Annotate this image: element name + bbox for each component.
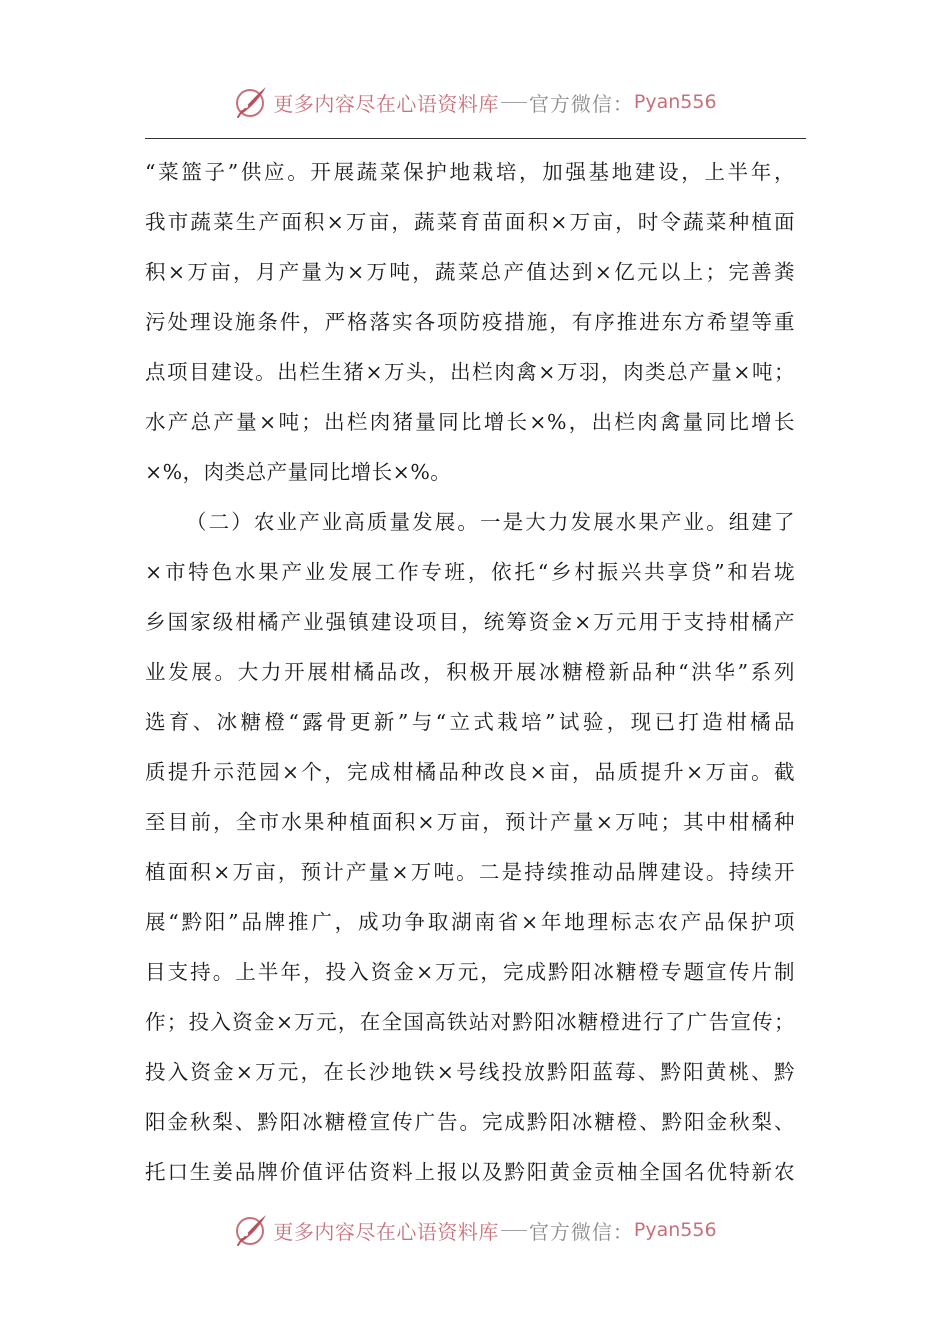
paragraph-start-line: （二）农业产业高质量发展。一是大力发展水果产业。组建了 — [186, 510, 795, 534]
header-banner-text: 更多内容尽在心语资料库 — [273, 91, 499, 116]
text-line: 污处理设施条件，严格落实各项防疫措施，有序推进东方希望等重 — [145, 310, 795, 334]
footer-wechat-id: Pyan556 — [633, 1219, 717, 1241]
header-banner — [0, 80, 950, 124]
text-line: 至目前，全市水果种植面积×万亩，预计产量×万吨；其中柑橘种 — [145, 810, 795, 834]
text-line: 阳金秋梨、黔阳冰糖橙宣传广告。完成黔阳冰糖橙、黔阳金秋梨、 — [145, 1110, 795, 1134]
text-line: 质提升示范园×个，完成柑橘品种改良×亩，品质提升×万亩。截 — [145, 760, 795, 784]
footer-banner-dash — [501, 1230, 527, 1231]
header-wechat-id: Pyan556 — [633, 91, 717, 113]
quill-logo-icon — [233, 1212, 269, 1248]
quill-logo-icon — [233, 84, 269, 120]
text-line: “菜篮子”供应。开展蔬菜保护地栽培，加强基地建设，上半年， — [145, 160, 795, 184]
text-line: 投入资金×万元，在长沙地铁×号线投放黔阳蓝莓、黔阳黄桃、黔 — [145, 1060, 795, 1084]
text-line: ×市特色水果产业发展工作专班，依托“乡村振兴共享贷”和岩垅 — [145, 560, 795, 584]
text-line: 展“黔阳”品牌推广，成功争取湖南省×年地理标志农产品保护项 — [145, 910, 795, 934]
text-line: 业发展。大力开展柑橘品改，积极开展冰糖橙新品种“洪华”系列 — [145, 660, 795, 684]
text-line: 作；投入资金×万元，在全国高铁站对黔阳冰糖橙进行了广告宣传； — [145, 1010, 795, 1034]
header-divider — [145, 138, 806, 139]
text-line: 点项目建设。出栏生猪×万头，出栏肉禽×万羽，肉类总产量×吨； — [145, 360, 795, 384]
header-wechat-label: 官方微信： — [528, 91, 634, 116]
text-line: 托口生姜品牌价值评估资料上报以及黔阳黄金贡柚全国名优特新农 — [145, 1160, 795, 1184]
text-line: 我市蔬菜生产面积×万亩，蔬菜育苗面积×万亩，时令蔬菜种植面 — [145, 210, 795, 234]
text-line: 乡国家级柑橘产业强镇建设项目，统筹资金×万元用于支持柑橘产 — [145, 610, 795, 634]
footer-wechat-label: 官方微信： — [528, 1219, 634, 1244]
text-line: 水产总产量×吨；出栏肉猪量同比增长×%，出栏肉禽量同比增长 — [145, 410, 795, 434]
footer-banner-text: 更多内容尽在心语资料库 — [273, 1219, 499, 1244]
footer-banner — [0, 1208, 950, 1252]
text-line: 植面积×万亩，预计产量×万吨。二是持续推动品牌建设。持续开 — [145, 860, 795, 884]
text-line: 积×万亩，月产量为×万吨，蔬菜总产值达到×亿元以上；完善粪 — [145, 260, 795, 284]
text-line: 选育、冰糖橙“露骨更新”与“立式栽培”试验，现已打造柑橘品 — [145, 710, 795, 734]
header-banner-dash — [501, 102, 527, 103]
text-line: ×%，肉类总产量同比增长×%。 — [145, 460, 452, 484]
document-body — [145, 150, 795, 1200]
text-line: 目支持。上半年，投入资金×万元，完成黔阳冰糖橙专题宣传片制 — [145, 960, 795, 984]
